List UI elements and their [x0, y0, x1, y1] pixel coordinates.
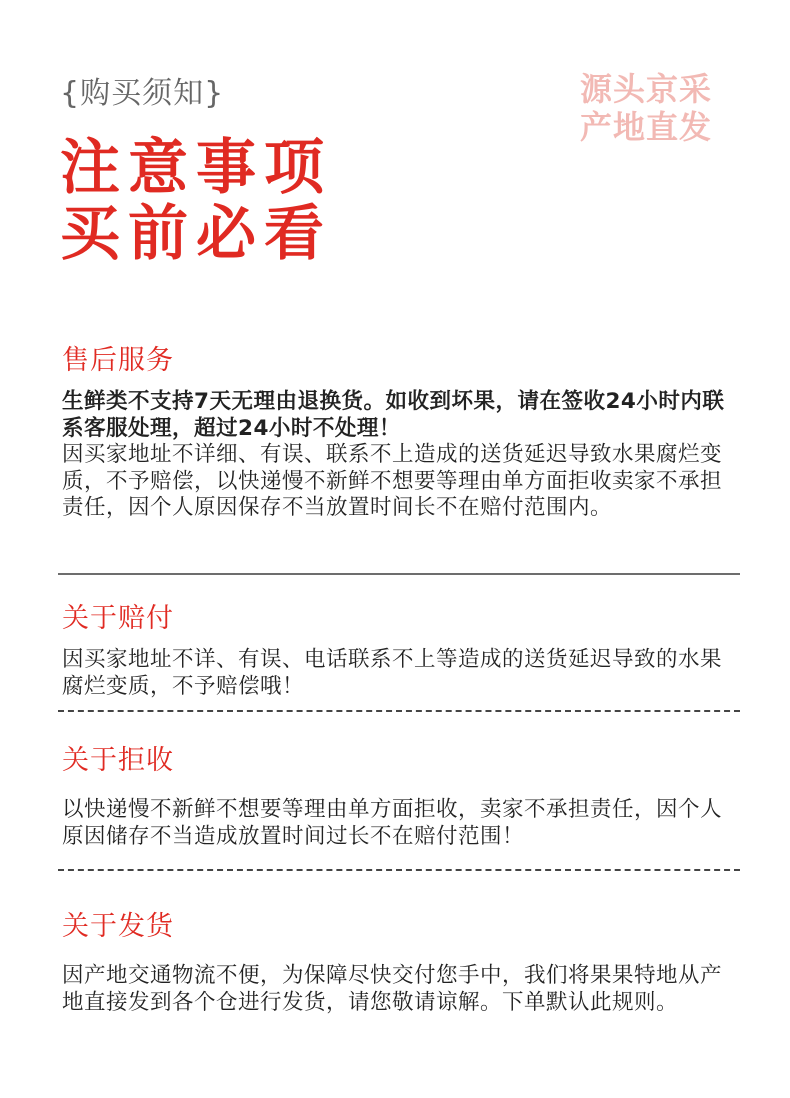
section-title: 售后服务: [62, 345, 174, 376]
section-after-sales: [62, 338, 742, 522]
section-body: 因买家地址不详、有误、电话联系不上等造成的送货延迟导致的水果腐烂变质，不予赔偿哦！: [62, 647, 723, 699]
section-compensation: [62, 596, 742, 700]
section-body: 因买家地址不详细、有误、联系不上造成的送货延迟导致水果腐烂变质，不予赔偿，以快递慢不新鲜不想要等理由单方面拒收卖家不承担责任，因个人原因保存不当放置时间长不在赔付范围内。: [62, 442, 723, 520]
section-title: 关于赔付: [62, 603, 174, 634]
origin-stamp: [580, 70, 712, 146]
section-rejection: [62, 738, 742, 850]
section-divider: [58, 573, 740, 575]
stamp-line-1: 源头京采: [580, 70, 713, 108]
headline-line-2: 买前必看: [60, 199, 332, 269]
headline-line-1: 注意事项: [60, 133, 332, 203]
section-title: 关于拒收: [62, 745, 174, 776]
header-kicker: {购买须知}: [60, 76, 225, 111]
section-body-highlight: 生鲜类不支持7天无理由退换货。如收到坏果，请在签收24小时内联系客服处理，超过24小时不处理！: [62, 389, 725, 441]
section-shipping: [62, 904, 742, 1016]
section-divider: [58, 710, 740, 712]
section-body: 以快递慢不新鲜不想要等理由单方面拒收，卖家不承担责任，因个人原因储存不当造成放置时间过长不在赔付范围！: [62, 797, 723, 849]
page-headline: [60, 135, 332, 267]
section-body: 因产地交通物流不便，为保障尽快交付您手中，我们将果果特地从产地直接发到各个仓进行发货，请您敬请谅解。下单默认此规则。: [62, 963, 723, 1015]
section-title: 关于发货: [62, 911, 174, 942]
stamp-line-2: 产地直发: [580, 108, 713, 146]
section-divider: [58, 869, 740, 871]
